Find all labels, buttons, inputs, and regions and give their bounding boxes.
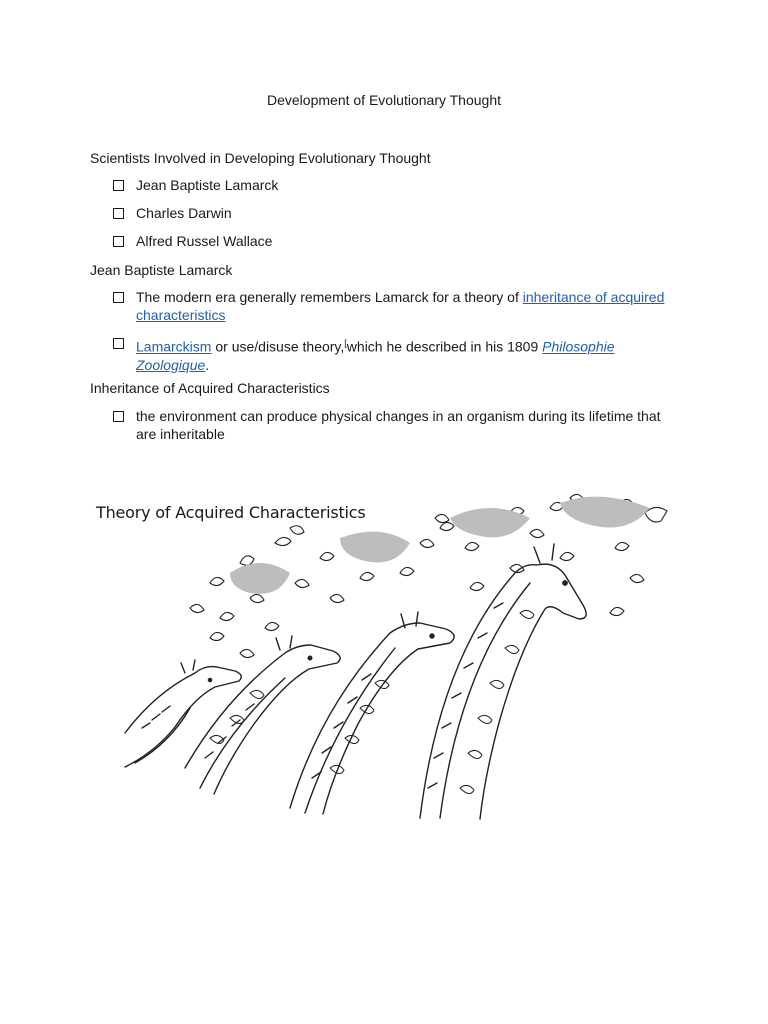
list-item-text: Alfred Russel Wallace [136,233,273,249]
list-item-text [136,288,673,324]
text-run: The modern era generally remembers Lamarck for a theory of [136,289,523,305]
list-item-text: Jean Baptiste Lamarck [136,177,279,193]
checkbox-bullet-icon [113,292,124,303]
citation-marker[interactable]: [ [344,338,347,348]
section-heading-lamarck: Jean Baptiste Lamarck [90,262,233,278]
text-run: . [205,356,210,373]
checkbox-bullet-icon [113,180,124,191]
giraffe-1 [125,660,241,767]
link-philosophie-zoologique[interactable]: Philosophie Zoologique [136,338,615,373]
document-title: Development of Evolutionary Thought [267,92,501,108]
list-item [113,288,673,324]
section-heading-inheritance: Inheritance of Acquired Characteristics [90,380,330,396]
list-item [113,232,673,250]
figure-title: Theory of Acquired Characteristics [96,503,366,522]
giraffes-illustration-icon [90,488,680,823]
list-item-text: Charles Darwin [136,205,232,221]
list-item-text: the environment can produce physical changes in an organism during its lifetime that are inheritable [136,408,661,442]
checkbox-bullet-icon [113,208,124,219]
checkbox-bullet-icon [113,338,124,349]
list-item [113,407,673,443]
link-lamarckism[interactable]: Lamarckism [136,338,212,355]
checkbox-bullet-icon [113,411,124,422]
text-run: which he described in his 1809 [346,338,543,355]
list-item [113,204,673,222]
section-heading-scientists: Scientists Involved in Developing Evolutionary Thought [90,150,431,166]
list-item-text [136,334,673,374]
link-inheritance-of-acquired-characteristics[interactable]: inheritance of acquired characteristics [136,289,665,323]
list-item [113,334,673,374]
giraffe-2 [185,636,340,794]
checkbox-bullet-icon [113,236,124,247]
list-item [113,176,673,194]
giraffe-4 [420,544,586,819]
text-run: or use/disuse theory, [211,338,345,355]
